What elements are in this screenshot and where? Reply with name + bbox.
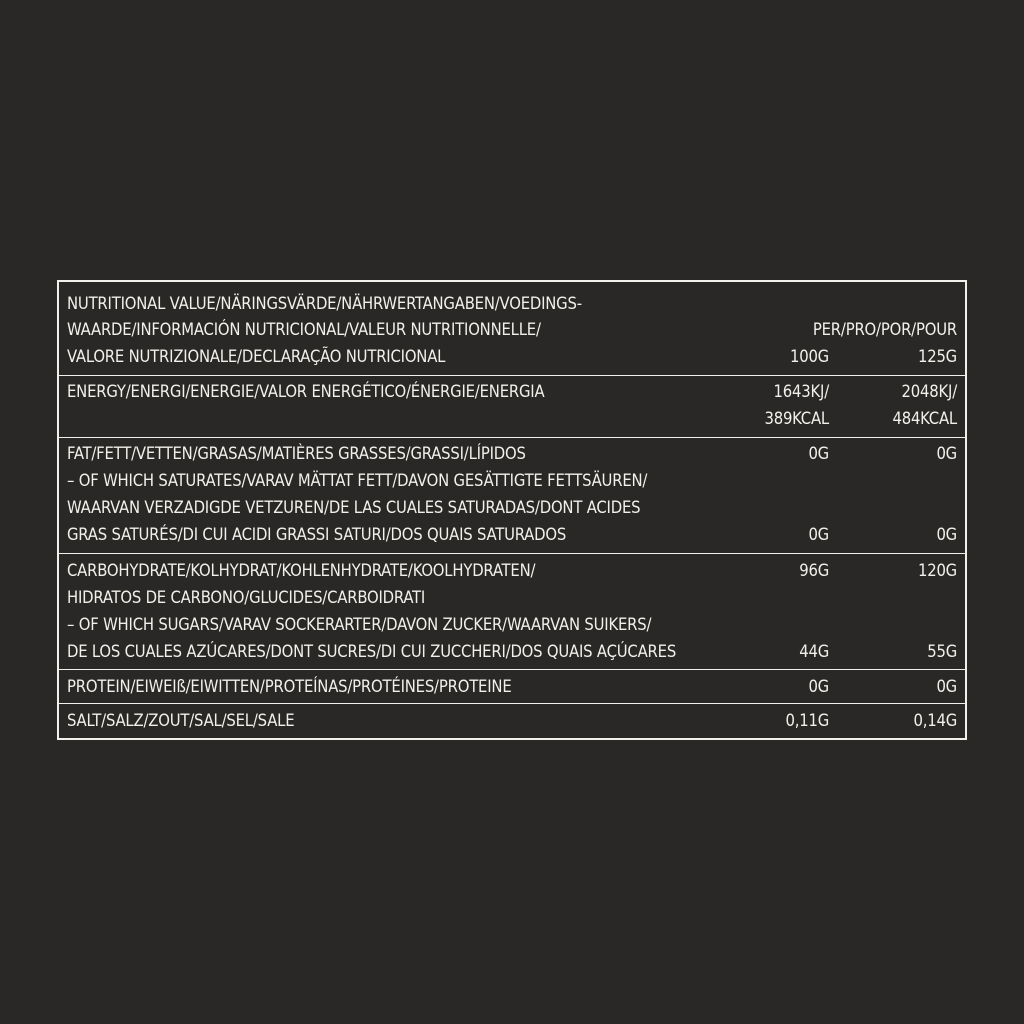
- energy-label: ENERGY/ENERGI/ENERGIE/VALOR ENERGÉTICO/ÉNERGIE/ENERGIA: [67, 382, 545, 401]
- sugars-col2: 55G: [927, 642, 957, 661]
- salt-label: SALT/SALZ/ZOUT/SAL/SEL/SALE: [67, 711, 295, 730]
- sugars-label-line-1: – OF WHICH SUGARS/VARAV SOCKERARTER/DAVON ZUCKER/WAARVAN SUIKERS/: [67, 615, 652, 634]
- sugars-label-line-2: DE LOS CUALES AZÚCARES/DONT SUCRES/DI CUI ZUCCHERI/DOS QUAIS AÇÚCARES: [67, 642, 677, 661]
- salt-col2: 0,14G: [913, 711, 957, 730]
- protein-col2: 0G: [936, 677, 957, 696]
- fat-label: FAT/FETT/VETTEN/GRASAS/MATIÈRES GRASSES/GRASSI/LÍPIDOS: [67, 444, 526, 463]
- col2-header: 125G: [917, 347, 957, 366]
- header-title-line-2: WAARDE/INFORMACIÓN NUTRICIONAL/VALEUR NUTRITIONNELLE/: [67, 320, 541, 339]
- saturates-col1: 0G: [808, 525, 829, 544]
- divider: [59, 703, 965, 704]
- divider: [59, 669, 965, 670]
- sugars-col1: 44G: [799, 642, 829, 661]
- per-label: PER/PRO/POR/POUR: [812, 320, 957, 339]
- saturates-col2: 0G: [936, 525, 957, 544]
- saturates-label-line-1: – OF WHICH SATURATES/VARAV MÄTTAT FETT/DAVON GESÄTTIGTE FETTSÄUREN/: [67, 471, 648, 490]
- fat-col2: 0G: [936, 444, 957, 463]
- col1-header: 100G: [789, 347, 829, 366]
- fat-col1: 0G: [808, 444, 829, 463]
- carbohydrate-col2: 120G: [917, 561, 957, 580]
- protein-col1: 0G: [808, 677, 829, 696]
- divider: [59, 375, 965, 376]
- carbohydrate-label-line-1: CARBOHYDRATE/KOLHYDRAT/KOHLENHYDRATE/KOOLHYDRATEN/: [67, 561, 536, 580]
- protein-label: PROTEIN/EIWEIß/EIWITTEN/PROTEÍNAS/PROTÉINES/PROTEINE: [67, 677, 512, 696]
- energy-col1-kcal: 389KCAL: [764, 409, 829, 428]
- carbohydrate-col1: 96G: [799, 561, 829, 580]
- header-title-line-1: NUTRITIONAL VALUE/NÄRINGSVÄRDE/NÄHRWERTANGABEN/VOEDINGS-: [67, 294, 582, 313]
- header-title-line-3: VALORE NUTRIZIONALE/DECLARAÇÃO NUTRICIONAL: [67, 347, 446, 366]
- nutrition-table: [57, 280, 967, 740]
- energy-col1-kj: 1643KJ/: [773, 382, 829, 401]
- saturates-label-line-3: GRAS SATURÉS/DI CUI ACIDI GRASSI SATURI/DOS QUAIS SATURADOS: [67, 525, 567, 544]
- carbohydrate-label-line-2: HIDRATOS DE CARBONO/GLUCIDES/CARBOIDRATI: [67, 588, 426, 607]
- divider: [59, 553, 965, 554]
- energy-col2-kj: 2048KJ/: [901, 382, 957, 401]
- divider: [59, 437, 965, 438]
- energy-col2-kcal: 484KCAL: [892, 409, 957, 428]
- salt-col1: 0,11G: [785, 711, 829, 730]
- saturates-label-line-2: WAARVAN VERZADIGDE VETZUREN/DE LAS CUALES SATURADAS/DONT ACIDES: [67, 498, 641, 517]
